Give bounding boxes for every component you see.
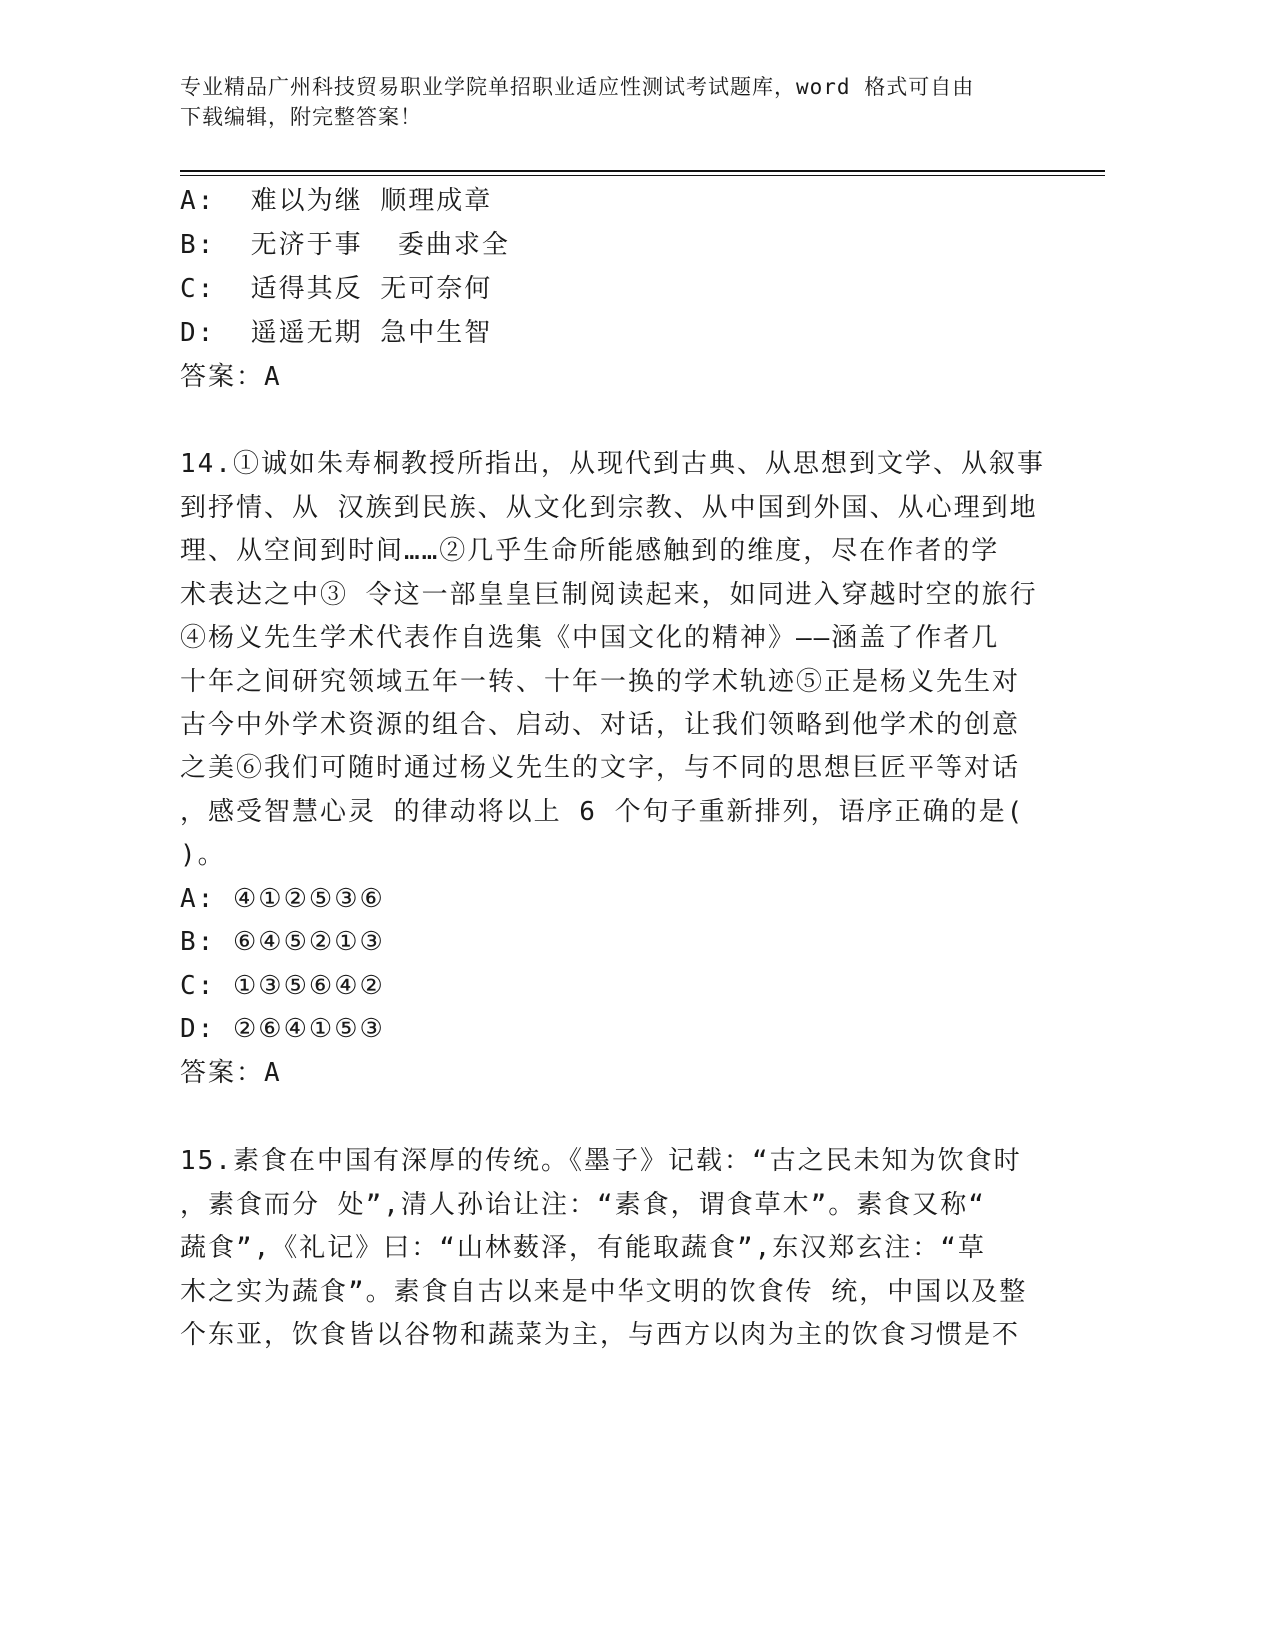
q14-text-line: 到抒情、从 汉族到民族、从文化到宗教、从中国到外国、从心理到地 (180, 493, 1038, 523)
page-header (180, 72, 1060, 132)
q14-option-c: C: ①③⑤⑥④② (180, 971, 385, 1001)
q14-text-line: 术表达之中③ 令这一部皇皇巨制阅读起来，如同进入穿越时空的旅行 (180, 580, 1038, 610)
q14-text-line: ④杨义先生学术代表作自选集《中国文化的精神》——涵盖了作者几 (180, 623, 1000, 653)
header-rule-thick (180, 170, 1105, 172)
q13-option-d: D: 遥遥无期 急中生智 (180, 318, 493, 348)
q13-answer: 答案：A (180, 362, 282, 392)
q14-text-line: 14.①诚如朱寿桐教授所指出，从现代到古典、从思想到文学、从叙事 (180, 449, 1045, 479)
q15-text-line: 蔬食”,《礼记》曰：“山林薮泽，有能取蔬食”,东汉郑玄注：“草 (180, 1233, 986, 1263)
q13-option-b: B: 无济于事 委曲求全 (180, 230, 510, 260)
q14-text-line: )。 (180, 840, 226, 870)
q14-answer: 答案：A (180, 1058, 282, 1088)
q15-text-line: 个东亚，饮食皆以谷物和蔬菜为主，与西方以肉为主的饮食习惯是不 (180, 1320, 1021, 1350)
q14-text-line: ，感受智慧心灵 的律动将以上 6 个句子重新排列，语序正确的是( (180, 797, 1025, 827)
q15-text-line: 15.素食在中国有深厚的传统。《墨子》记载：“古之民未知为饮食时 (180, 1146, 1022, 1176)
header-rule-thin (180, 175, 1105, 176)
q14-text-line: 十年之间研究领域五年一转、十年一换的学术轨迹⑤正是杨义先生对 (180, 667, 1021, 697)
q13-option-c: C: 适得其反 无可奈何 (180, 274, 493, 304)
q14-option-d: D: ②⑥④①⑤③ (180, 1014, 385, 1044)
q14-text-line: 之美⑥我们可随时通过杨义先生的文字，与不同的思想巨匠平等对话 (180, 753, 1021, 783)
header-line-2: 下载编辑，附完整答案！ (180, 105, 422, 129)
q14-text-line: 理、从空间到时间……②几乎生命所能感触到的维度，尽在作者的学 (180, 536, 1000, 566)
q14-option-a: A: ④①②⑤③⑥ (180, 884, 385, 914)
q15-text-line: ，素食而分 处”,清人孙诒让注：“素食，谓食草木”。素食又称“ (180, 1190, 986, 1220)
q14-text-line: 古今中外学术资源的组合、启动、对话，让我们领略到他学术的创意 (180, 710, 1021, 740)
q14-option-b: B: ⑥④⑤②①③ (180, 927, 385, 957)
q15-text-line: 木之实为蔬食”。素食自古以来是中华文明的饮食传 统，中国以及整 (180, 1277, 1028, 1307)
header-line-1: 专业精品广州科技贸易职业学院单招职业适应性测试考试题库，word 格式可自由 (180, 75, 975, 99)
q13-option-a: A: 难以为继 顺理成章 (180, 186, 493, 216)
